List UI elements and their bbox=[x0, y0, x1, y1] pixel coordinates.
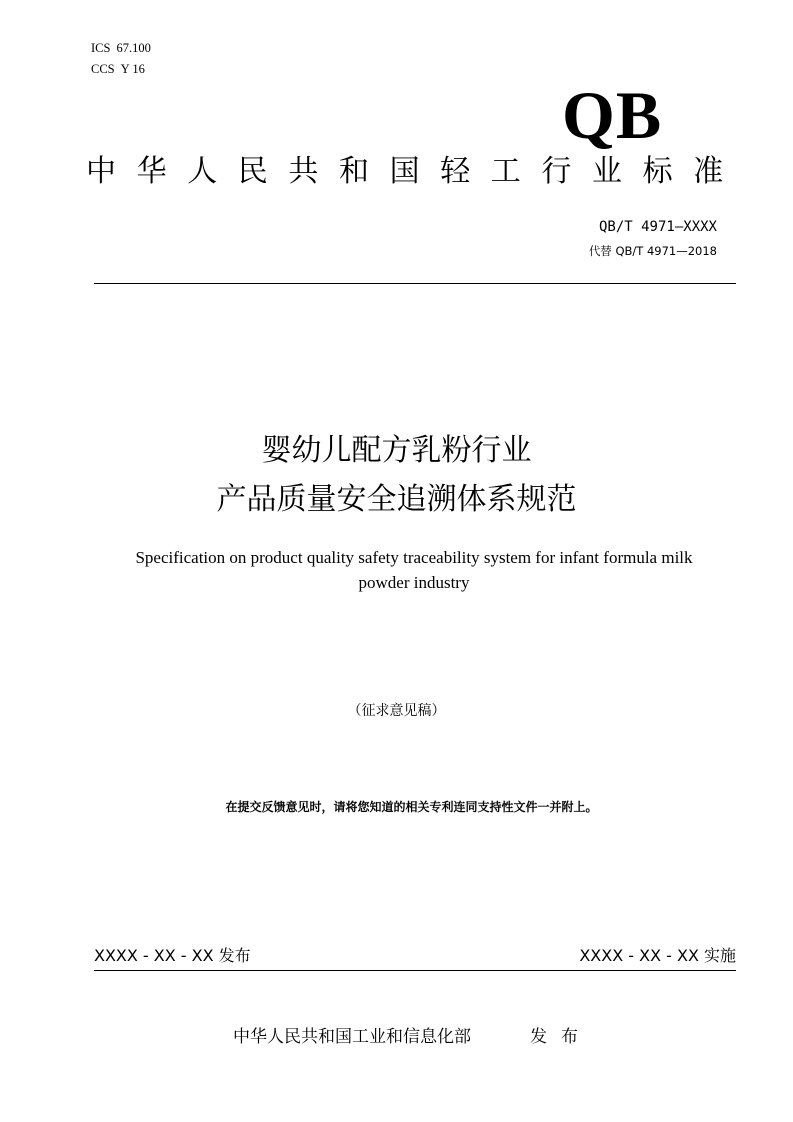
publish-label: 发布 bbox=[530, 1027, 592, 1047]
english-title-line-1: Specification on product quality safety traceability system for infant formula milk bbox=[135, 548, 693, 567]
ics-label: ICS bbox=[91, 41, 111, 55]
footer-divider bbox=[94, 970, 736, 971]
standard-category-title: 中华人民共和国轻工行业标准 bbox=[86, 154, 744, 189]
ics-value: 67.100 bbox=[116, 41, 151, 55]
english-title-line-2: powder industry bbox=[358, 573, 470, 592]
chinese-title-line-1: 婴幼儿配方乳粉行业 bbox=[261, 433, 532, 468]
ccs-label: CCS bbox=[91, 62, 115, 76]
draft-label: （征求意见稿） bbox=[347, 703, 446, 719]
classification-codes bbox=[91, 38, 151, 80]
implementation-date: XXXX - XX - XX 实施 bbox=[579, 946, 736, 965]
standard-number: QB/T 4971—XXXX bbox=[598, 219, 717, 235]
chinese-title bbox=[0, 426, 793, 524]
ccs-value: Y 16 bbox=[120, 62, 145, 76]
replaces-standard: 代替 QB/T 4971—2018 bbox=[588, 244, 717, 258]
english-title bbox=[100, 545, 728, 595]
chinese-title-line-2: 产品质量安全追溯体系规范 bbox=[216, 482, 577, 517]
patent-notice: 在提交反馈意见时，请将您知道的相关专利连同支持性文件一并附上。 bbox=[225, 800, 598, 814]
publisher: 中华人民共和国工业和信息化部 bbox=[233, 1027, 471, 1047]
ics-code bbox=[91, 38, 151, 59]
issue-date: XXXX - XX - XX 发布 bbox=[94, 946, 251, 965]
header-divider bbox=[94, 283, 736, 284]
qb-logo: QB bbox=[562, 77, 663, 153]
ccs-code bbox=[91, 59, 151, 80]
